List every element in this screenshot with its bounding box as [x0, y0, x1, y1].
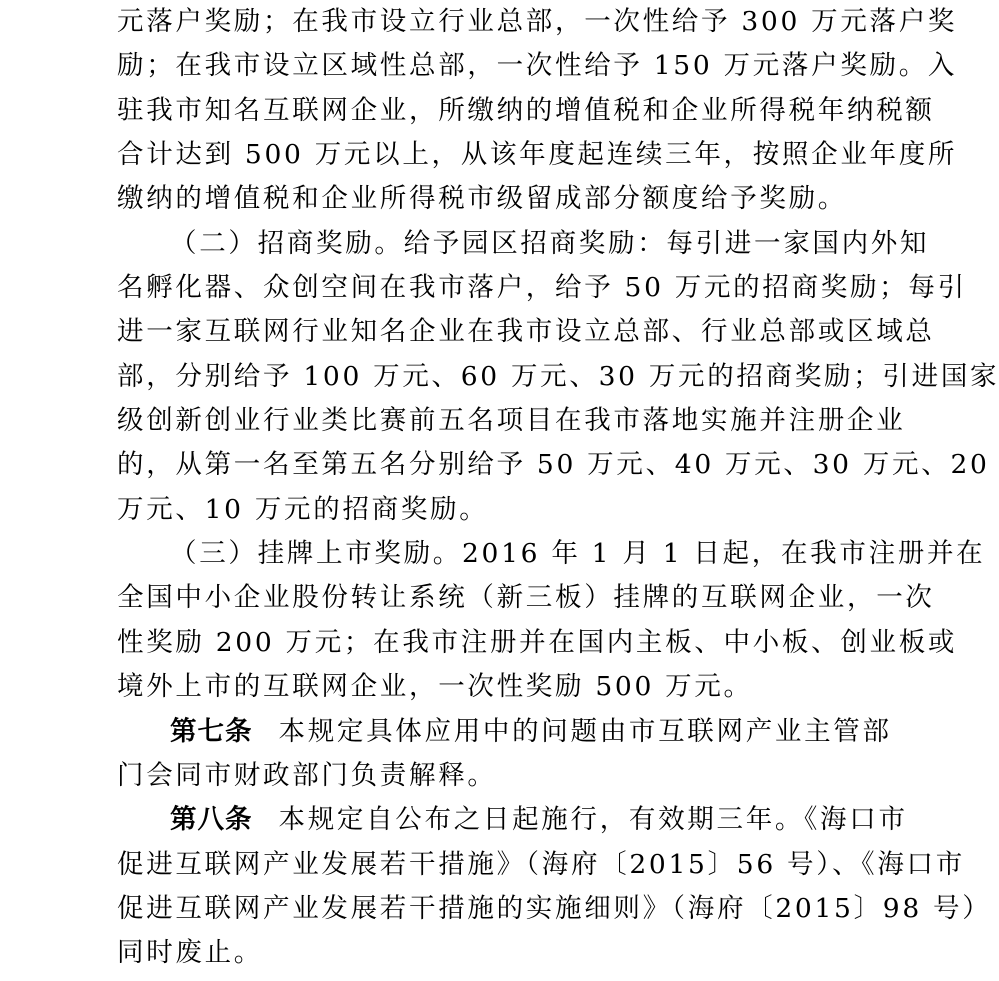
text-line: （三）挂牌上市奖励。2016 年 1 月 1 日起，在我市注册并在 [170, 538, 986, 570]
text-line: （二）招商奖励。给予园区招商奖励：每引进一家国内外知 [170, 227, 930, 259]
text-line: 万元、10 万元的招商奖励。 [117, 493, 489, 525]
text-line: 门会同市财政部门负责解释。 [117, 759, 497, 791]
text-line: 进一家互联网行业知名企业在我市设立总部、行业总部或区域总 [117, 316, 935, 348]
text-line: 元落户奖励；在我市设立行业总部，一次性给予 300 万元落户奖 [117, 6, 958, 37]
text-line [117, 710, 892, 754]
paragraph-investment-reward [117, 222, 999, 532]
text-line [117, 798, 908, 842]
text-line: 部，分别给予 100 万元、60 万元、30 万元的招商奖励；引进国家 [117, 360, 999, 392]
article-heading: 第七条 [170, 715, 253, 747]
text-line: 级创新创业行业类比赛前五名项目在我市落地实施并注册企业 [117, 405, 906, 437]
text-line: 合计达到 500 万元以上，从该年度起连续三年，按照企业年度所 [117, 139, 958, 171]
text-line: 促进互联网产业发展若干措施的实施细则》（海府〔2015〕98 号） [117, 892, 992, 924]
article-seven [117, 710, 892, 799]
text-line: 的，从第一名至第五名分别给予 50 万元、40 万元、30 万元、20 [117, 449, 990, 481]
paragraph-reward-settlement [117, 0, 958, 222]
article-heading: 第八条 [170, 804, 253, 836]
text-line: 同时废止。 [117, 937, 263, 969]
text-line: 促进互联网产业发展若干措施》（海府〔2015〕56 号）、《海口市 [117, 848, 965, 880]
paragraph-listing-reward [117, 532, 986, 709]
text-line: 名孵化器、众创空间在我市落户，给予 50 万元的招商奖励；每引 [117, 272, 967, 304]
article-text: 本规定自公布之日起施行，有效期三年。《海口市 [278, 804, 908, 836]
text-line: 性奖励 200 万元；在我市注册并在国内主板、中小板、创业板或 [117, 626, 958, 658]
text-line: 境外上市的互联网企业，一次性奖励 500 万元。 [117, 671, 753, 703]
text-line: 驻我市知名互联网企业，所缴纳的增值税和企业所得税年纳税额 [117, 94, 935, 126]
article-eight [117, 798, 992, 975]
text-line: 缴纳的增值税和企业所得税市级留成部分额度给予奖励。 [117, 183, 847, 215]
text-line: 全国中小企业股份转让系统（新三板）挂牌的互联网企业，一次 [117, 582, 935, 614]
article-text: 本规定具体应用中的问题由市互联网产业主管部 [278, 715, 892, 747]
text-line: 励；在我市设立区域性总部，一次性给予 150 万元落户奖励。入 [117, 50, 958, 82]
